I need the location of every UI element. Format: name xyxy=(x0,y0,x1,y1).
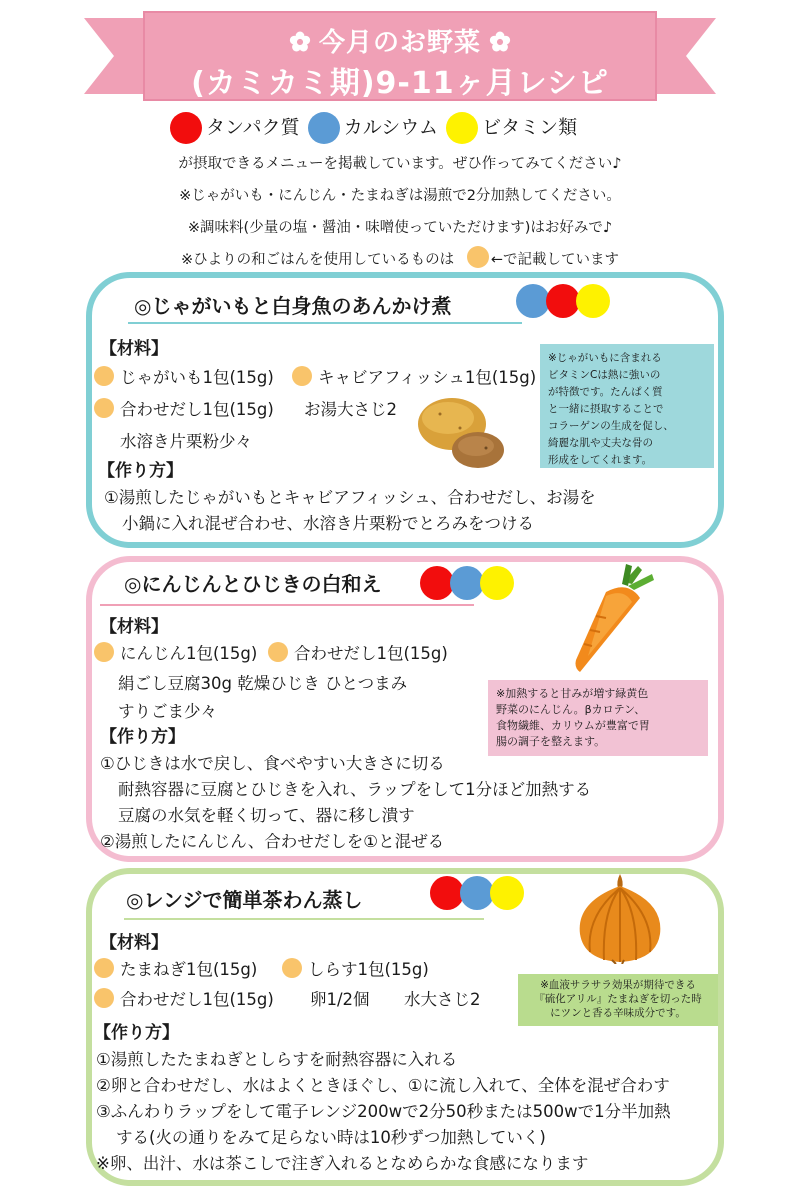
nutrient-dots xyxy=(516,284,610,322)
note-line: が摂取できるメニューを掲載しています。ぜひ作ってみてください♪ xyxy=(178,156,622,172)
title-underline xyxy=(128,322,522,324)
ingredient: 水大さじ2 xyxy=(404,990,481,1009)
orange-dot-icon xyxy=(467,246,489,268)
blue-dot-icon xyxy=(460,876,494,910)
orange-dot-icon xyxy=(94,988,114,1008)
materials-header: 【材料】 xyxy=(100,339,168,359)
ingredient: お湯大さじ2 xyxy=(304,400,397,419)
onion-illustration xyxy=(572,872,668,964)
note-line: ※じゃがいも・にんじん・たまねぎは湯煎で2分加熱してください。 xyxy=(179,188,621,204)
step-line: ②卵と合わせだし、水はよくときほぐし、①に流し入れて、全体を混ぜ合わす xyxy=(96,1076,670,1095)
ingredient: 合わせだし1包(15g) xyxy=(94,986,274,1010)
step-line: ①ひじきは水で戻し、食べやすい大きさに切る xyxy=(100,754,445,773)
orange-dot-icon xyxy=(282,958,302,978)
orange-dot-icon xyxy=(292,366,312,386)
recipe-title: ◎レンジで簡単茶わん蒸し xyxy=(126,888,363,912)
ingredient: じゃがいも1包(15g) xyxy=(94,364,274,388)
yellow-dot-icon xyxy=(446,112,478,144)
note-line: ※ひよりの和ごはんを使用しているものは ←で記載しています xyxy=(0,246,800,269)
blue-dot-icon xyxy=(450,566,484,600)
step-line: ①湯煎したじゃがいもとキャビアフィッシュ、合わせだし、お湯を xyxy=(104,488,596,507)
orange-dot-icon xyxy=(94,398,114,418)
ingredient: すりごま少々 xyxy=(118,702,217,721)
header-banner xyxy=(84,8,716,104)
nutrient-dots xyxy=(430,876,524,914)
ingredient: しらす1包(15g) xyxy=(282,956,429,980)
step-line: ③ふんわりラップをして電子レンジ200wで2分50秒または500wで1分半加熱 xyxy=(96,1102,671,1121)
info-box: ※じゃがいもに含まれる ビタミンCは熱に強いの が特徴です。たんぱく質 と一緒に摂取することで コラーゲンの生成を促し、 綺麗な肌や丈夫な骨の 形成をしてくれます。 xyxy=(540,344,714,468)
title-underline xyxy=(100,604,474,606)
orange-dot-icon xyxy=(94,366,114,386)
ingredient: 水溶き片栗粉少々 xyxy=(120,432,252,451)
flower-icon xyxy=(289,31,311,53)
ingredient: たまねぎ1包(15g) xyxy=(94,956,257,980)
materials-header: 【材料】 xyxy=(100,933,168,953)
orange-dot-icon xyxy=(94,958,114,978)
step-line: 耐熱容器に豆腐とひじきを入れ、ラップをして1分ほど加熱する xyxy=(118,780,592,799)
materials-header: 【材料】 xyxy=(100,617,168,637)
ingredient: 合わせだし1包(15g) xyxy=(94,396,274,420)
recipe-title: ◎じゃがいもと白身魚のあんかけ煮 xyxy=(134,294,452,318)
banner-subtitle: (カミカミ期)9-11ヶ月レシピ xyxy=(191,66,609,101)
step-line: ②湯煎したにんじん、合わせだしを①と混ぜる xyxy=(100,832,445,851)
flower-icon xyxy=(489,31,511,53)
steps-header: 【作り方】 xyxy=(100,727,185,747)
step-line: 豆腐の水気を軽く切って、器に移し潰す xyxy=(118,806,415,825)
info-box: ※加熱すると甘みが増す緑黄色 野菜のにんじん。βカロテン、 食物繊維、カリウムが豊富で胃 腸の調子を整えます。 xyxy=(488,680,708,756)
nutrient-dots xyxy=(420,566,514,604)
ingredient: にんじん1包(15g) xyxy=(94,640,257,664)
steps-header: 【作り方】 xyxy=(94,1023,179,1043)
yellow-dot-icon xyxy=(480,566,514,600)
potato-illustration xyxy=(412,390,512,470)
yellow-dot-icon xyxy=(490,876,524,910)
step-line: ①湯煎したたまねぎとしらすを耐熱容器に入れる xyxy=(96,1050,458,1069)
step-line: する(火の通りをみて足らない時は10秒ずつ加熱していく) xyxy=(116,1128,546,1147)
step-line: 小鍋に入れ混ぜ合わせ、水溶き片栗粉でとろみをつける xyxy=(122,514,535,533)
nutrient-legend xyxy=(170,112,670,148)
recipe-title: ◎にんじんとひじきの白和え xyxy=(124,572,382,596)
legend-protein: タンパク質 xyxy=(170,112,300,144)
red-dot-icon xyxy=(430,876,464,910)
step-line: ※卵、出汁、水は茶こしで注ぎ入れるとなめらかな食感になります xyxy=(96,1154,589,1173)
red-dot-icon xyxy=(170,112,202,144)
legend-calcium: カルシウム xyxy=(308,112,438,144)
note-line: ※調味料(少量の塩・醤油・味噌使っていただけます)はお好みで♪ xyxy=(187,220,613,236)
blue-dot-icon xyxy=(308,112,340,144)
steps-header: 【作り方】 xyxy=(98,461,183,481)
ingredient: 卵1/2個 xyxy=(310,990,370,1009)
ingredient: 合わせだし1包(15g) xyxy=(268,640,448,664)
title-underline xyxy=(124,918,484,920)
orange-dot-icon xyxy=(268,642,288,662)
red-dot-icon xyxy=(546,284,580,318)
info-box: ※血液サラサラ効果が期待できる 『硫化アリル』たまねぎを切った時 にツンと香る辛味成分です。 xyxy=(518,974,718,1026)
carrot-illustration xyxy=(566,564,660,676)
ingredient: キャビアフィッシュ1包(15g) xyxy=(292,364,536,388)
ingredient: 絹ごし豆腐30g 乾燥ひじき ひとつまみ xyxy=(118,674,408,693)
orange-dot-icon xyxy=(94,642,114,662)
legend-vitamin: ビタミン類 xyxy=(446,112,577,144)
banner-title: 今月のお野菜 xyxy=(318,28,481,58)
blue-dot-icon xyxy=(516,284,550,318)
yellow-dot-icon xyxy=(576,284,610,318)
red-dot-icon xyxy=(420,566,454,600)
